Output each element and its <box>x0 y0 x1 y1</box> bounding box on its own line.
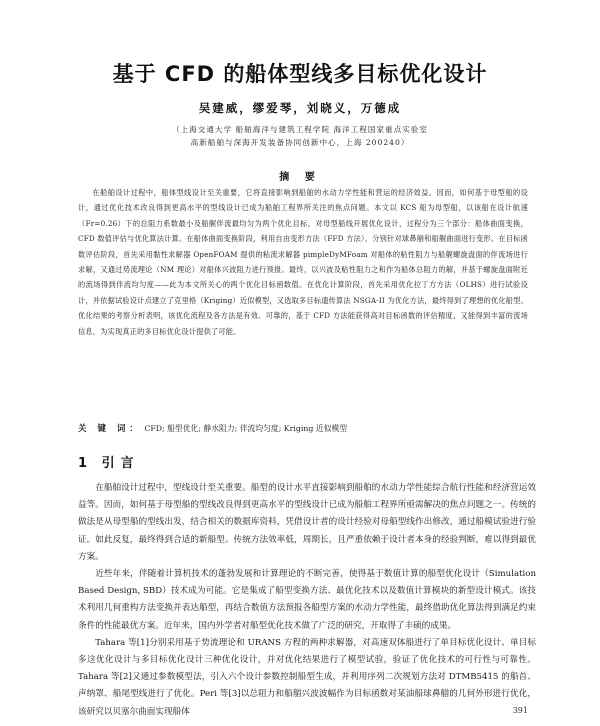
paper-title: 基于 CFD 的船体型线多目标优化设计 <box>112 62 488 86</box>
section-heading <box>78 452 140 471</box>
body-text <box>78 480 536 721</box>
abstract-heading: 摘 要 <box>279 172 321 183</box>
paragraph: Tahara 等[1]分别采用基于势流理论和 URANS 方程的两种求解器，对高速双体船进行了单目标优化设计、单目标多这优化设计与多目标优化设计三种优化设计，并对优化结果进行了模型试验，验证了优化技术的可行性与可靠性。Tahara 等[2]又通过参数模型法，引入六个设计参数控制船型生成，并利用序列二次规划方法对 DTMB5415 的船首、声纳罩、船尾型线进行了优化。Peri 等[3]以总阻力和船艏兴波波幅作为目标函数对某油船球鼻艏的几何外形进行优化，该研究以贝塞尔曲面实现船体 <box>78 637 536 717</box>
section-title: 引言 <box>101 456 140 471</box>
keywords-label: 关 键 词： <box>78 424 142 434</box>
affiliation-line-2: 高新船舶与深海开发装备协同创新中心，上海 200240） <box>190 138 410 147</box>
paragraph: 在船舶设计过程中，型线设计至关重要。船型的设计水平直接影响到船舶的水动力学性能综合航行性能和经济营运效益等。因而，如何基于母型船的型线改良得到更高水平的型线设计已成为船舶工程界所亟需解决的焦点问题之一。传统的做法是从母型船的型线出发，结合相关的数据库资料，凭借设计者的设计经验对母船型线作出修改，通过船模试验进行验证。如此反复，最终得到合适的新船型。传统方法效率低，周期长，且严重依赖于设计者本身的经验判断，难以得到最优方案。 <box>78 483 536 562</box>
abstract-text: 在船舶设计过程中，船体型线设计至关重要，它将直接影响到船舶的水动力学性能和营运的经济效益。因而，如何基于母型船的设计，通过优化技术改良得到更高水平的型线设计已成为船舶工程界所关注的焦点问题。本文以 KCS 船为母型船，以该船在设计航速（Fr=0.26）下的总阻力系数最小及船艉伴流最均匀为两个优化目标，对母型船线开展优化设计，过程分为三个部分：船体曲面变换，CFD 数值评估与优化算法计算。在船体曲面变换阶段，利用自由变形方法（FFD 方法），分别针对球鼻艏和船艉曲面进行变形。在目标函数评估阶段，首先采用黏性求解器 OpenFOAM 提供的粘流求解器 pimpleDyMFoam 对船体的粘性阻力与船艉螺旋盘面的伴流场进行求解，又通过势流理论（NM 理论）对船体兴波阻力进行预报。最终，以兴波及粘性阻力之和作为船体总阻力的解，并基于螺旋盘面附近的流场得到伴流均匀度——此为本文所关心的两个优化目标函数值。在优化计算阶段，首先采用优化拉丁方方法（OLHS）进行试验设计，并依据试验设计点建立了克里格（Kriging）近似模型，又选取多目标遗传算法 NSGA-II 为优化方法，最终得到了理想的优化船型。优化结果的考察分析表明，该优化流程及各方法是有效、可靠的，基于 CFD 方法能获得高对目标函数的评估精度，又能得到丰富的流场信息，为实现真正的多目标优化设计提供了可能。 <box>78 188 528 336</box>
keywords <box>78 422 528 434</box>
section-number: 1 <box>78 456 88 471</box>
affiliation-line-1: （上海交通大学 船舶海洋与建筑工程学院 海洋工程国家重点实验室 <box>171 125 429 134</box>
paragraph: 近些年来，伴随着计算机技术的蓬勃发展和计算理论的不断完善，使得基于数值计算的船型优化设计（Simulation Based Design, SBD）技术成为可能。它是集成了船型变换方法、最优化技术以及数值计算模块的新型设计模式。该技术利用几何重构方法变换并表达船型，再结合数值方法预报各船型方案的水动力学性能，最终借助优化算法得到满足约束条件的性能最优方案。近年来，国内外学者对船型优化技术做了广泛的研究，开取得了丰硕的成果。 <box>78 569 536 631</box>
page-number: 391 <box>512 706 528 715</box>
keywords-list: CFD; 船型优化; 静水阻力; 伴流均匀度; Kriging 近似模型 <box>144 424 348 433</box>
author-list: 吴建威，缪爱琴，刘晓义，万德成 <box>198 101 402 115</box>
